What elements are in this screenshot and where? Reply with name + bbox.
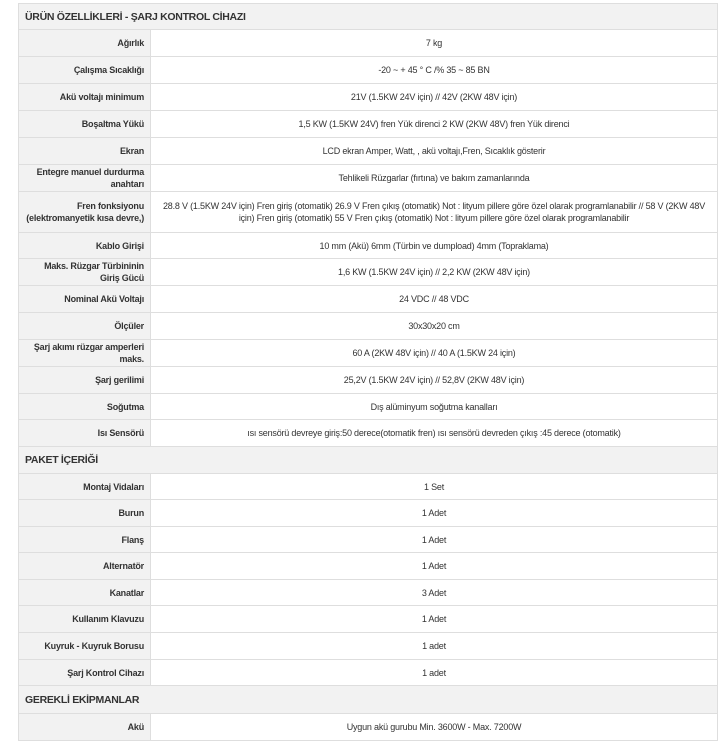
row-label: Çalışma Sıcaklığı xyxy=(19,57,151,84)
row-label: Kanatlar xyxy=(19,580,151,606)
row-label: Burun xyxy=(19,500,151,527)
table-row xyxy=(19,233,718,259)
row-label: Şarj akımı rüzgar amperleri maks. xyxy=(19,340,151,367)
section-header-paket-icerigi xyxy=(19,447,718,474)
section-title: GEREKLİ EKİPMANLAR xyxy=(19,686,718,714)
row-label: Ekran xyxy=(19,138,151,165)
row-label: Isı Sensörü xyxy=(19,420,151,447)
row-label: Akü voltajı minimum xyxy=(19,84,151,111)
row-value: 3 Adet xyxy=(151,580,718,606)
row-value: Tehlikeli Rüzgarlar (fırtına) ve bakım zamanlarında xyxy=(151,165,718,192)
table-row xyxy=(19,259,718,286)
table-row xyxy=(19,474,718,500)
table-row xyxy=(19,714,718,741)
row-value: 1 Adet xyxy=(151,553,718,580)
table-row xyxy=(19,138,718,165)
row-label: Montaj Vidaları xyxy=(19,474,151,500)
section-title: ÜRÜN ÖZELLİKLERİ - ŞARJ KONTROL CİHAZI xyxy=(19,4,718,30)
row-value: 1,6 KW (1.5KW 24V için) // 2,2 KW (2KW 48V için) xyxy=(151,259,718,286)
table-row xyxy=(19,192,718,233)
row-label: Kuyruk - Kuyruk Borusu xyxy=(19,633,151,660)
row-label: Boşaltma Yükü xyxy=(19,111,151,138)
table-row xyxy=(19,367,718,394)
row-label: Kullanım Klavuzu xyxy=(19,606,151,633)
row-value: 21V (1.5KW 24V için) // 42V (2KW 48V için) xyxy=(151,84,718,111)
table-row xyxy=(19,313,718,340)
table-row xyxy=(19,500,718,527)
row-value: 7 kg xyxy=(151,30,718,57)
table-row xyxy=(19,527,718,553)
table-row xyxy=(19,420,718,447)
table-row xyxy=(19,286,718,313)
row-value: 30x30x20 cm xyxy=(151,313,718,340)
table-row xyxy=(19,30,718,57)
row-label: Kablo Girişi xyxy=(19,233,151,259)
row-label: Flanş xyxy=(19,527,151,553)
row-label: Şarj Kontrol Cihazı xyxy=(19,660,151,686)
row-value: 10 mm (Akü) 6mm (Türbin ve dumpload) 4mm (Topraklama) xyxy=(151,233,718,259)
row-value: 28.8 V (1.5KW 24V için) Fren giriş (otomatik) 26.9 V Fren çıkış (otomatik) Not : lityum pillere göre özel olarak programlanabilir // 58 V (2KW 48V için) Fren giriş (otomatik) 55 V Fren çıkış (otomatik) Not : lityum pillere göre özel olarak programlanabilir xyxy=(151,192,718,233)
table-row xyxy=(19,606,718,633)
row-value: -20 ~ + 45 ° C /% 35 ~ 85 BN xyxy=(151,57,718,84)
row-value: 1,5 KW (1.5KW 24V) fren Yük direnci 2 KW (2KW 48V) fren Yük direnci xyxy=(151,111,718,138)
row-label: Soğutma xyxy=(19,394,151,420)
row-value: 25,2V (1.5KW 24V için) // 52,8V (2KW 48V için) xyxy=(151,367,718,394)
table-row xyxy=(19,340,718,367)
row-label: Akü xyxy=(19,714,151,741)
section-header-gerekli-ekipmanlar xyxy=(19,686,718,714)
row-label: Entegre manuel durdurma anahtarı xyxy=(19,165,151,192)
table-row xyxy=(19,84,718,111)
row-value: 1 Adet xyxy=(151,527,718,553)
table-row xyxy=(19,165,718,192)
row-label: Ağırlık xyxy=(19,30,151,57)
spec-table xyxy=(18,3,718,741)
table-row xyxy=(19,553,718,580)
row-value: 60 A (2KW 48V için) // 40 A (1.5KW 24 için) xyxy=(151,340,718,367)
section-title: PAKET İÇERİĞİ xyxy=(19,447,718,474)
row-label: Şarj gerilimi xyxy=(19,367,151,394)
row-value: 1 adet xyxy=(151,633,718,660)
table-row xyxy=(19,57,718,84)
row-value: ısı sensörü devreye giriş:50 derece(otomatik fren) ısı sensörü devreden çıkış :45 derece (otomatik) xyxy=(151,420,718,447)
table-row xyxy=(19,394,718,420)
row-label: Maks. Rüzgar Türbininin Giriş Gücü xyxy=(19,259,151,286)
row-value: 1 adet xyxy=(151,660,718,686)
row-value: Uygun akü gurubu Min. 3600W - Max. 7200W xyxy=(151,714,718,741)
row-label: Fren fonksiyonu (elektromanyetik kısa devre,) xyxy=(19,192,151,233)
table-row xyxy=(19,660,718,686)
row-label: Alternatör xyxy=(19,553,151,580)
row-value: LCD ekran Amper, Watt, , akü voltajı,Fren, Sıcaklık gösterir xyxy=(151,138,718,165)
row-value: 1 Adet xyxy=(151,500,718,527)
row-value: 24 VDC // 48 VDC xyxy=(151,286,718,313)
row-value: 1 Set xyxy=(151,474,718,500)
table-row xyxy=(19,580,718,606)
row-label: Nominal Akü Voltajı xyxy=(19,286,151,313)
table-row xyxy=(19,633,718,660)
table-row xyxy=(19,111,718,138)
row-value: Dış alüminyum soğutma kanalları xyxy=(151,394,718,420)
section-header-urun-ozellikleri xyxy=(19,4,718,30)
row-value: 1 Adet xyxy=(151,606,718,633)
row-label: Ölçüler xyxy=(19,313,151,340)
